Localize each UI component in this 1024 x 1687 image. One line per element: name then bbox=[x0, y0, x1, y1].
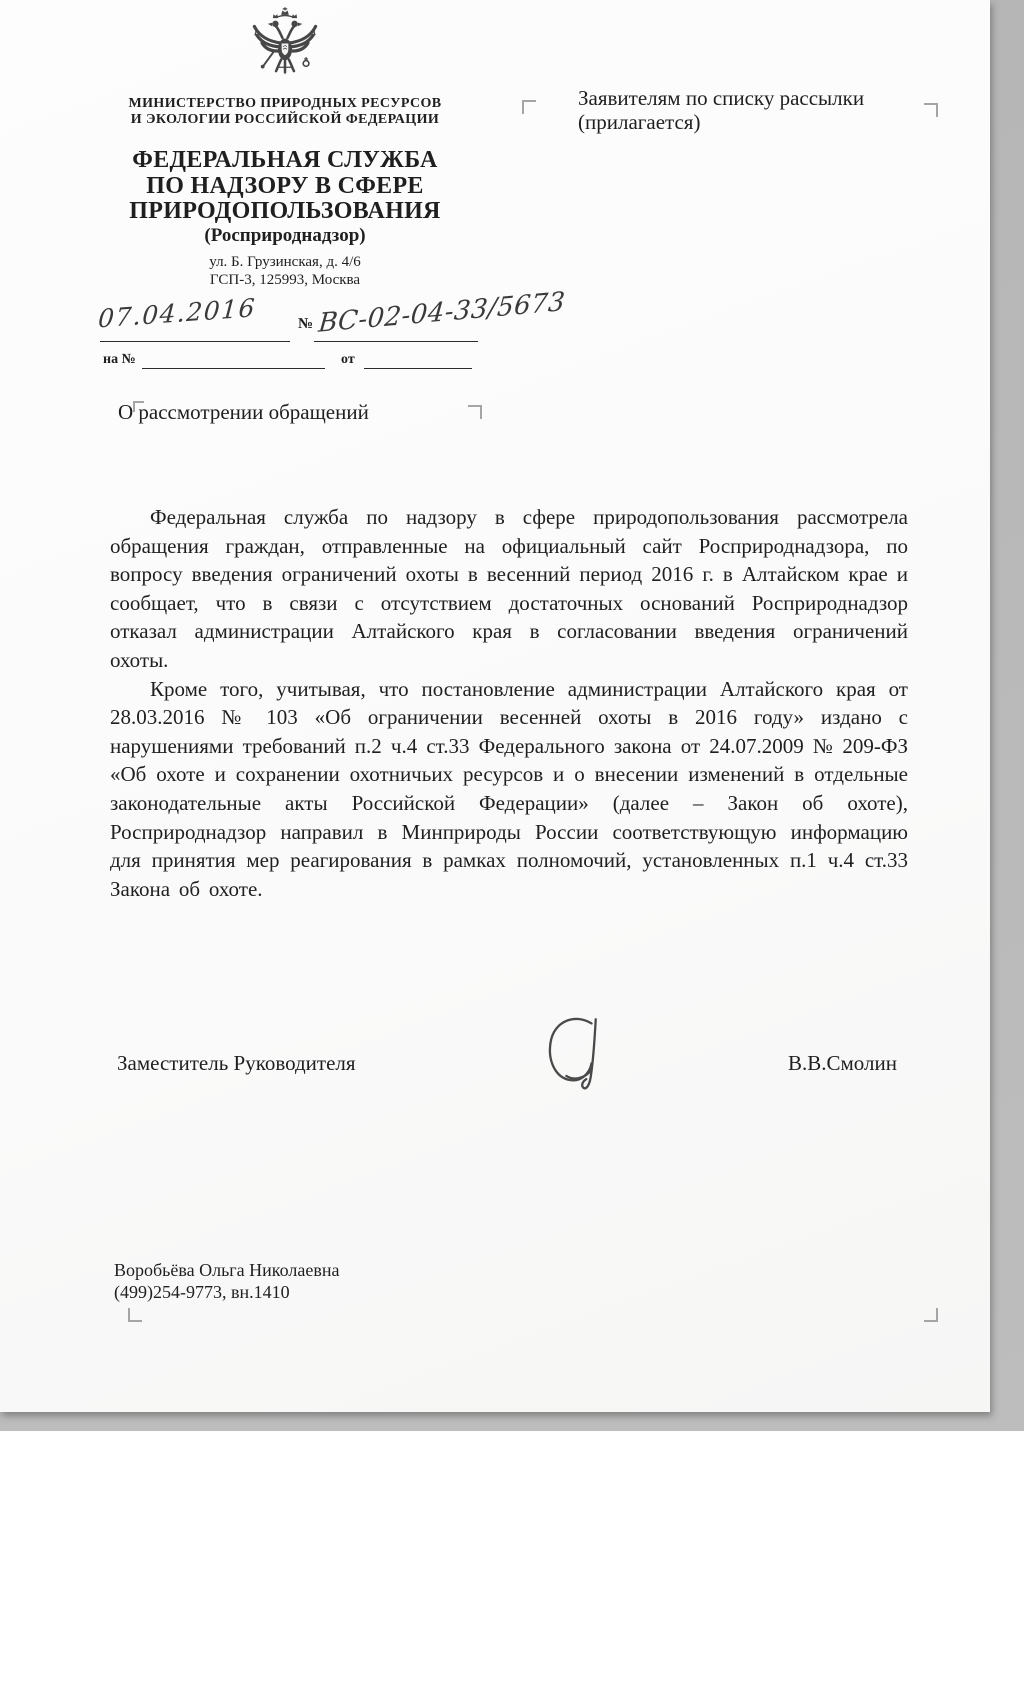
signer-title: Заместитель Руководителя bbox=[117, 1051, 356, 1075]
recipient-line1: Заявителям по списку рассылки bbox=[578, 86, 865, 110]
reply-from-label: от bbox=[341, 352, 355, 367]
page-bottom-right-corner-mark bbox=[924, 1308, 938, 1322]
handwritten-signature bbox=[543, 1014, 617, 1098]
body-paragraph-2: Кроме того, учитывая, что постановление администрации Алтайского края от 28.03.2016 № 103 «Об ограничении весенней охоты в 2016 году» издано с нарушениями требований п.2 ч.4 ст.33 Федерального закона от 24.07.2009 № 209-ФЗ «Об охоте и сохранении охотничьих ресурсов и о внесении изменений в отдельные законодательные акты Российской Федерации» (далее – Закон об охоте), Росприроднадзор направил в Минприроды России соответствующую информацию для принятия мер реагирования в рамках полномочий, установленных п.1 ч.4 ст.33 Закона об охоте. bbox=[110, 676, 908, 901]
number-sign-label: № bbox=[298, 316, 314, 332]
recipient-line2: (прилагается) bbox=[578, 110, 701, 134]
handwritten-date: 07.04.2016 bbox=[97, 293, 257, 334]
date-underline bbox=[100, 341, 290, 342]
body-paragraph-1: Федеральная служба по надзору в сфере природопользования рассмотрела обращения граждан, отправленные на официальный сайт Росприроднадзора, по вопросу введения ограничений охоты в весенний период 2016 г. в Алтайском крае и сообщает, что в связи с отсутствием достаточных оснований Росприроднадзор отказал администрации Алтайского края в согласовании введения ограничений охоты. bbox=[110, 505, 908, 672]
number-underline bbox=[314, 341, 478, 342]
ministry-name-line2: И ЭКОЛОГИИ РОССИЙСКОЙ ФЕДЕРАЦИИ bbox=[130, 112, 440, 127]
service-name-line3: ПРИРОДОПОЛЬЗОВАНИЯ bbox=[129, 198, 441, 224]
executor-name: Воробьёва Ольга Николаевна bbox=[114, 1260, 340, 1280]
page-bottom-left-corner-mark bbox=[128, 1308, 142, 1322]
reply-date-underline bbox=[364, 368, 472, 369]
handwritten-outgoing-number: ВС-02-04-33/5673 bbox=[317, 286, 567, 339]
executor-phone: (499)254-9773, вн.1410 bbox=[114, 1282, 290, 1302]
subject-line: О рассмотрении обращений bbox=[118, 400, 369, 424]
service-name-line2: ПО НАДЗОРУ В СФЕРЕ bbox=[146, 172, 424, 199]
ministry-name-line1: МИНИСТЕРСТВО ПРИРОДНЫХ РЕСУРСОВ bbox=[128, 96, 442, 111]
coat-of-arms-icon bbox=[246, 6, 324, 80]
recipient-field-corner-mark bbox=[522, 100, 536, 114]
letter-body bbox=[110, 503, 908, 903]
address-line2: ГСП-3, 125993, Москва bbox=[209, 272, 361, 288]
address-line1: ул. Б. Грузинская, д. 4/6 bbox=[209, 254, 361, 270]
reply-number-underline bbox=[142, 368, 325, 369]
page-top-right-corner-mark bbox=[924, 103, 938, 117]
reply-to-number-label: на № bbox=[103, 352, 136, 367]
service-short-name: (Росприроднадзор) bbox=[204, 225, 366, 246]
service-name-line1: ФЕДЕРАЛЬНАЯ СЛУЖБА bbox=[132, 147, 438, 173]
signer-name: В.В.Смолин bbox=[788, 1051, 897, 1075]
